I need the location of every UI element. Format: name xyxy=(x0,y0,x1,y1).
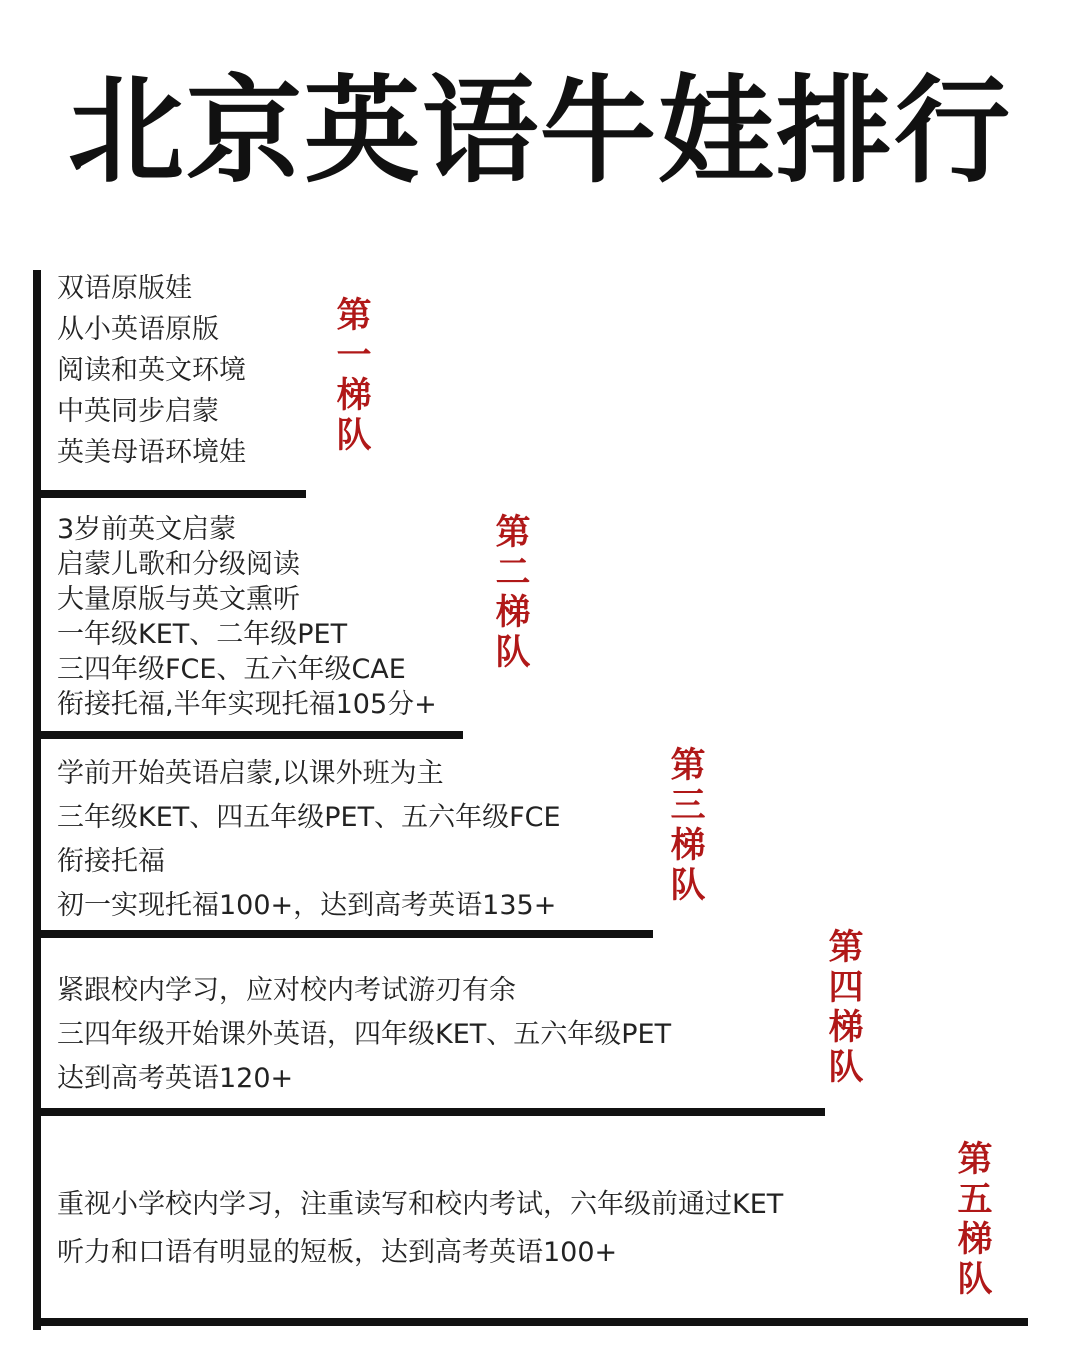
tier-3-line: 学前开始英语启蒙,以课外班为主 xyxy=(57,758,444,789)
tier-4-line: 达到高考英语120+ xyxy=(57,1063,294,1094)
tier-4-line: 三四年级开始课外英语，四年级KET、五六年级PET xyxy=(57,1019,672,1050)
tier-1-line: 英美母语环境娃 xyxy=(57,437,246,468)
tier-3-line: 初一实现托福100+，达到高考英语135+ xyxy=(57,890,557,921)
tier-2-line: 大量原版与英文熏听 xyxy=(57,584,300,615)
page-title: 北京英语牛娃排行 xyxy=(68,64,1012,199)
tier-5-step-line xyxy=(33,1318,1028,1326)
tier-4-line: 紧跟校内学习，应对校内考试游刃有余 xyxy=(57,975,516,1006)
tier-4-badge: 第 四 梯 队 xyxy=(828,928,864,1088)
tier-2-text xyxy=(57,512,437,722)
tier-3-text xyxy=(57,752,561,928)
tier-2-line: 3岁前英文启蒙 xyxy=(57,514,237,545)
tier-2-badge: 第 二 梯 队 xyxy=(495,513,531,673)
tier-1-line: 阅读和英文环境 xyxy=(57,355,246,386)
tier-5-text xyxy=(57,1181,783,1277)
tier-3-badge: 第 三 梯 队 xyxy=(670,746,706,906)
ladder-axis xyxy=(33,270,41,1330)
tier-1-line: 双语原版娃 xyxy=(57,273,192,304)
tier-3-line: 衔接托福 xyxy=(57,846,165,877)
tier-2-line: 三四年级FCE、五六年级CAE xyxy=(57,654,406,685)
tier-4-text xyxy=(57,969,671,1101)
tier-2-line: 一年级KET、二年级PET xyxy=(57,619,348,650)
tier-5-line: 听力和口语有明显的短板，达到高考英语100+ xyxy=(57,1237,618,1268)
tier-1-step-line xyxy=(33,490,306,498)
tier-5-badge: 第 五 梯 队 xyxy=(957,1140,993,1300)
tier-1-line: 从小英语原版 xyxy=(57,314,219,345)
tier-1-badge: 第 一 梯 队 xyxy=(336,296,372,456)
tier-3-line: 三年级KET、四五年级PET、五六年级FCE xyxy=(57,802,561,833)
tier-2-step-line xyxy=(33,731,463,739)
tier-1-line: 中英同步启蒙 xyxy=(57,396,219,427)
tier-5-line: 重视小学校内学习，注重读写和校内考试，六年级前通过KET xyxy=(57,1189,784,1220)
tier-2-line: 衔接托福,半年实现托福105分+ xyxy=(57,689,437,720)
tier-4-step-line xyxy=(33,1108,825,1116)
tier-3-step-line xyxy=(33,930,653,938)
tier-1-text xyxy=(57,268,246,473)
tier-2-line: 启蒙儿歌和分级阅读 xyxy=(57,549,300,580)
